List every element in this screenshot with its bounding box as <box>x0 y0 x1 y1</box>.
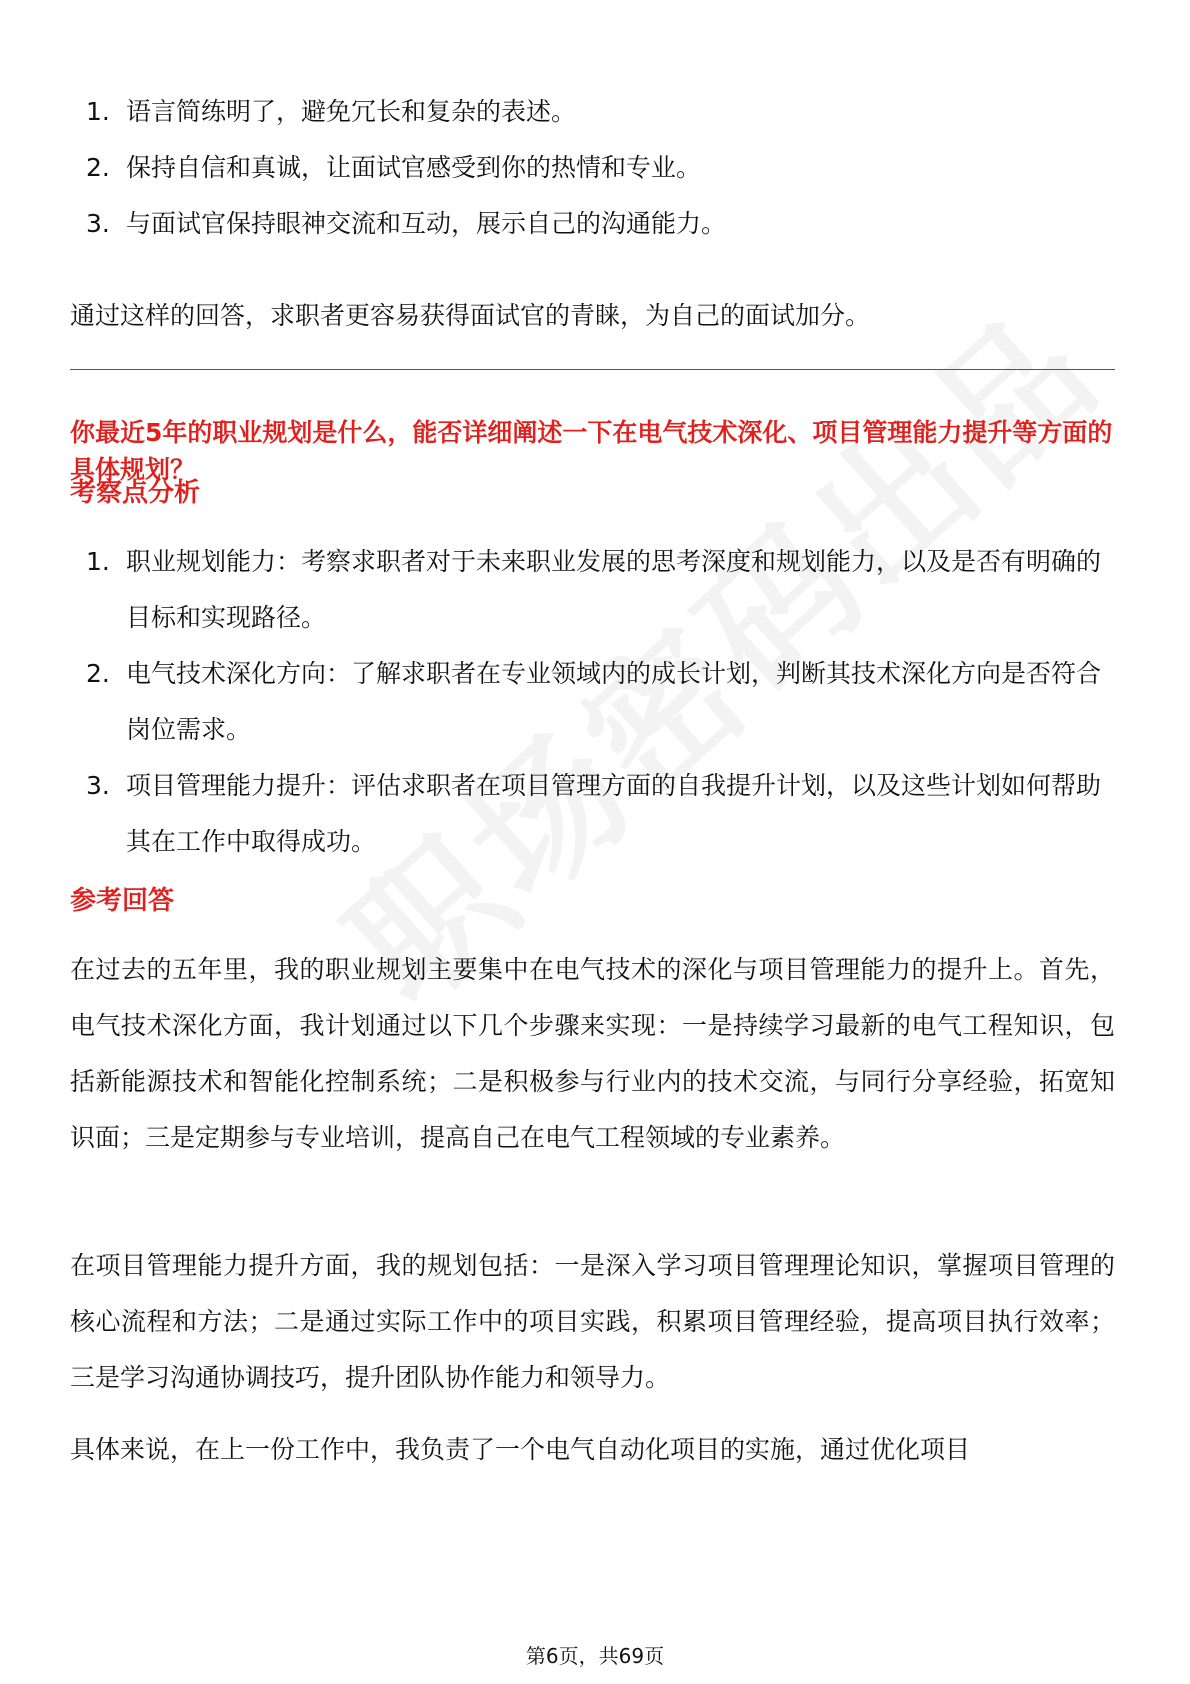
list-text: 职业规划能力：考察求职者对于未来职业发展的思考深度和规划能力，以及是否有明确的目标和实现路径。 <box>126 547 1102 632</box>
list-number: 2. <box>86 153 110 182</box>
list-item <box>70 646 1110 758</box>
list-text: 电气技术深化方向：了解求职者在专业领域内的成长计划，判断其技术深化方向是否符合岗位需求。 <box>126 659 1102 744</box>
list-text: 与面试官保持眼神交流和互动，展示自己的沟通能力。 <box>126 209 727 238</box>
list-item <box>70 84 1110 140</box>
answer-paragraph: 在项目管理能力提升方面，我的规划包括：一是深入学习项目管理理论知识，掌握项目管理的核心流程和方法；二是通过实际工作中的项目实践，积累项目管理经验，提高项目执行效率；三是学习沟通协调技巧，提升团队协作能力和领导力。 <box>70 1251 1115 1392</box>
list-item <box>70 758 1110 870</box>
list-item <box>70 140 1110 196</box>
list-item <box>70 196 1110 252</box>
list-number: 3. <box>86 771 110 800</box>
list-number: 2. <box>86 659 110 688</box>
page-number: 第6页，共69页 <box>525 1644 665 1668</box>
list-item <box>70 534 1110 646</box>
list-text: 语言简练明了，避免冗长和复杂的表述。 <box>126 97 577 126</box>
section-divider <box>70 369 1115 370</box>
list-text: 项目管理能力提升：评估求职者在项目管理方面的自我提升计划，以及这些计划如何帮助其在工作中取得成功。 <box>126 771 1102 856</box>
summary-paragraph: 通过这样的回答，求职者更容易获得面试官的青睐，为自己的面试加分。 <box>70 301 871 330</box>
answer-paragraph: 具体来说，在上一份工作中，我负责了一个电气自动化项目的实施，通过优化项目 <box>70 1435 971 1464</box>
question-heading: 你最近5年的职业规划是什么，能否详细阐述一下在电气技术深化、项目管理能力提升等方面的具体规划？ <box>70 418 1113 484</box>
answer-heading: 参考回答 <box>70 886 175 916</box>
list-number: 3. <box>86 209 110 238</box>
list-text: 保持自信和真诚，让面试官感受到你的热情和专业。 <box>126 153 702 182</box>
analysis-heading: 考察点分析 <box>70 478 201 508</box>
analysis-list <box>70 534 1110 870</box>
list-number: 1. <box>86 547 110 576</box>
answer-paragraph: 在过去的五年里，我的职业规划主要集中在电气技术的深化与项目管理能力的提升上。首先，电气技术深化方面，我计划通过以下几个步骤来实现：一是持续学习最新的电气工程知识，包括新能源技术和智能化控制系统；二是积极参与行业内的技术交流，与同行分享经验，拓宽知识面；三是定期参与专业培训，提高自己在电气工程领域的专业素养。 <box>70 955 1115 1152</box>
list-number: 1. <box>86 97 110 126</box>
tips-list <box>70 84 1110 252</box>
